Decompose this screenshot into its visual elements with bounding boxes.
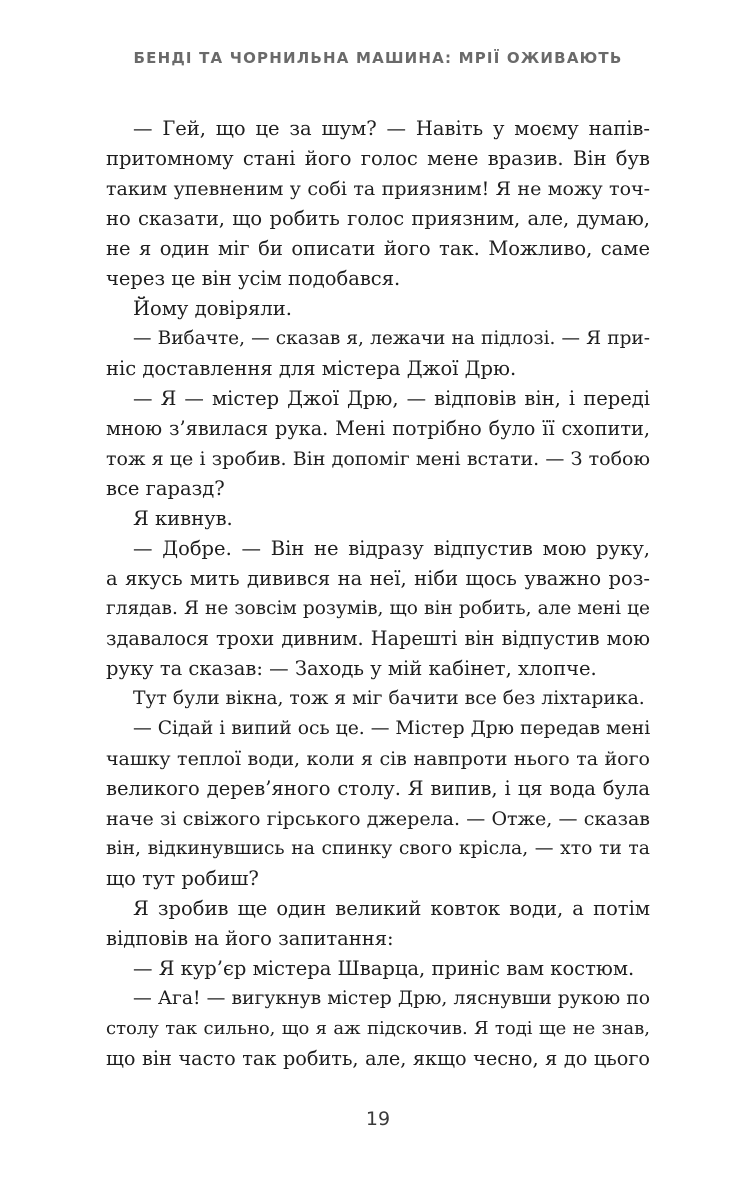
text-line: здавалося трохи дивним. Нарешті він відпустив мою — [106, 627, 650, 650]
text-line: Я зробив ще один великий ковток води, а потім — [133, 897, 650, 920]
text-line: руку та сказав: — Заходь у мій кабінет, хлопче. — [106, 657, 597, 680]
text-line: таким упевненим у собі та приязним! Я не можу точ- — [106, 178, 650, 200]
text-line: Тут були вікна, тож я міг бачити все без ліхтарика. — [133, 688, 645, 709]
text-line: — Вибачте, — сказав я, лежачи на підлозі. — Я при- — [133, 328, 650, 349]
text-line: притомному стані його голос мене вразив. Він був — [106, 147, 650, 170]
text-line: що він часто так робить, але, якщо чесно, я до цього — [106, 1047, 650, 1070]
text-line: Йому довіряли. — [133, 297, 292, 320]
text-line: він, відкинувшись на спинку свого крісла, — хто ти та — [106, 838, 650, 859]
page-number: 19 — [365, 1108, 391, 1130]
text-line: відповів на його запитання: — [106, 927, 394, 950]
text-line: — Я кур’єр містера Шварца, приніс вам костюм. — [133, 957, 635, 980]
text-line: мною з’явилася рука. Мені потрібно було її схопити, — [106, 417, 650, 440]
text-line: ніс доставлення для містера Джої Дрю. — [106, 357, 517, 380]
text-line: — Гей, що це за шум? — Навіть у моєму напів- — [133, 117, 650, 140]
text-line: Я кивнув. — [133, 507, 233, 530]
text-line: великого дерев’яного столу. Я випив, і ця вода була — [106, 777, 650, 800]
text-line: все гаразд? — [106, 477, 225, 500]
text-line: тож я це і зробив. Він допоміг мені встати. — З тобою — [106, 448, 650, 470]
text-line: чашку теплої води, коли я сів навпроти нього та його — [106, 748, 650, 770]
text-line: наче зі свіжого гірського джерела. — Отже, — сказав — [106, 808, 650, 830]
text-line: не я один міг би описати його так. Можливо, саме — [106, 237, 650, 260]
text-line: через це він усім подобався. — [106, 267, 401, 290]
text-line: — Добре. — Він не відразу відпустив мою руку, — [133, 537, 650, 560]
body-text — [106, 114, 650, 1074]
text-line: — Я — містер Джої Дрю, — відповів він, і переді — [133, 387, 650, 410]
text-line: — Сідай і випий ось це. — Містер Дрю передав мені — [133, 718, 651, 739]
running-header: БЕНДІ ТА ЧОРНИЛЬНА МАШИНА: МРІЇ ОЖИВАЮТЬ — [133, 49, 623, 67]
text-line: а якусь мить дивився на неї, ніби щось уважно роз- — [106, 567, 650, 590]
text-line: но сказати, що робить голос приязним, але, думаю, — [106, 207, 650, 230]
text-line: що тут робиш? — [106, 867, 259, 890]
text-line: — Ага! — вигукнув містер Дрю, ляснувши рукою по — [133, 988, 650, 1009]
text-line: глядав. Я не зовсім розумів, що він робить, але мені це — [106, 598, 650, 619]
text-line: столу так сильно, що я аж підскочив. Я тоді ще не знав, — [106, 1018, 650, 1039]
